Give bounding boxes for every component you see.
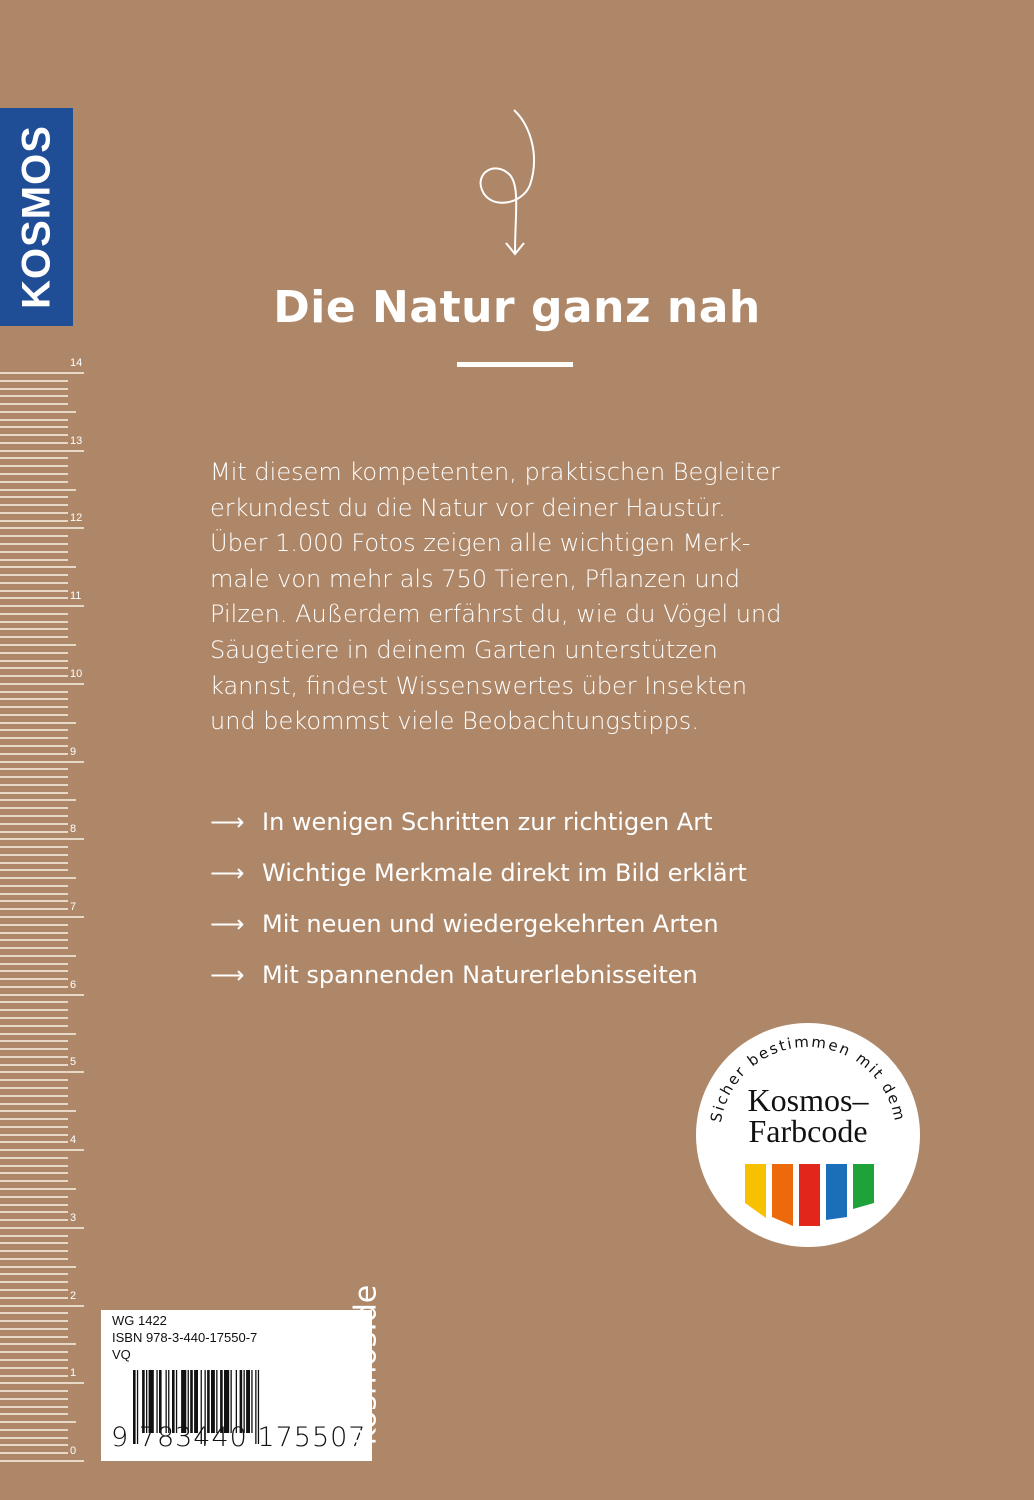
ruler-tick — [0, 784, 68, 786]
ruler-tick — [0, 1328, 68, 1330]
ruler-tick — [0, 1375, 68, 1377]
ruler-tick — [0, 1071, 84, 1073]
ruler-tick — [0, 411, 76, 413]
ruler-tick — [0, 1157, 68, 1159]
description-line: Pilzen. Außerdem erfährst du, wie du Vögel und — [210, 600, 782, 629]
ruler-tick — [0, 520, 68, 522]
ruler-tick — [0, 1118, 68, 1120]
ruler-tick — [0, 1336, 68, 1338]
ruler-tick — [0, 729, 68, 731]
ruler-label: 3 — [70, 1211, 77, 1224]
logo-text: KOSMOS — [14, 125, 58, 309]
ruler-tick — [0, 1429, 68, 1431]
ruler-tick — [0, 1460, 84, 1462]
ruler-label: 8 — [70, 823, 77, 836]
ruler-tick — [0, 1025, 68, 1027]
ruler-tick — [0, 1273, 68, 1275]
ruler-tick — [0, 877, 76, 879]
ruler-tick — [0, 1398, 68, 1400]
ruler-label: 14 — [70, 357, 83, 369]
ruler-tick — [0, 465, 68, 467]
ruler-tick — [0, 372, 84, 374]
ruler-tick — [0, 582, 68, 584]
ruler-tick — [0, 737, 68, 739]
ruler-tick — [0, 1235, 68, 1237]
ruler-label: 1 — [70, 1367, 77, 1380]
ruler-tick — [0, 963, 68, 965]
farbcode-badge — [696, 1023, 920, 1247]
description-line: erkundest du die Natur vor deiner Haustür. — [210, 493, 726, 522]
ruler-label: 0 — [70, 1445, 77, 1457]
ruler-tick — [0, 1033, 76, 1035]
ruler-tick — [0, 504, 68, 506]
ruler-tick — [0, 1343, 76, 1345]
ruler-tick — [0, 597, 68, 599]
ruler-tick — [0, 380, 68, 382]
ruler-tick — [0, 854, 68, 856]
ruler-tick — [0, 395, 68, 397]
ruler-tick — [0, 1227, 84, 1229]
ruler-label: 4 — [70, 1134, 77, 1147]
ruler-tick — [0, 551, 68, 553]
description-line: Säugetiere in deinem Garten unterstützen — [210, 635, 718, 664]
ruler-tick — [0, 1087, 68, 1089]
feature-item — [210, 961, 698, 989]
ruler-tick — [0, 527, 84, 529]
ruler-tick — [0, 994, 84, 996]
ruler-tick — [0, 1219, 68, 1221]
ruler-label: 2 — [70, 1289, 77, 1302]
ruler-tick — [0, 1017, 68, 1019]
ruler-tick — [0, 535, 68, 537]
ruler-tick — [0, 768, 68, 770]
ruler-tick — [0, 1421, 76, 1423]
ruler-tick — [0, 947, 68, 949]
ruler-tick — [0, 1165, 68, 1167]
ruler-tick — [0, 691, 68, 693]
ruler-tick — [0, 1452, 68, 1454]
ruler-tick — [0, 1180, 68, 1182]
ruler-tick — [0, 753, 68, 755]
ruler-tick — [0, 1305, 84, 1307]
description-line: Mit diesem kompetenten, praktischen Begleiter — [210, 458, 780, 486]
description-line: male von mehr als 750 Tieren, Pflanzen und — [210, 564, 740, 593]
ruler-label: 5 — [70, 1056, 77, 1069]
isbn: ISBN 978-3-440-17550-7 — [112, 1330, 258, 1345]
ruler-tick — [0, 846, 68, 848]
ruler-tick — [0, 1188, 76, 1190]
ruler-tick — [0, 1320, 68, 1322]
website-text: kosmos.de — [348, 1284, 384, 1446]
ruler-tick — [0, 512, 68, 514]
ruler-tick — [0, 885, 68, 887]
ruler-tick — [0, 683, 84, 685]
ruler-label: 9 — [70, 745, 77, 758]
ruler-tick — [0, 792, 68, 794]
ruler-tick — [0, 1351, 68, 1353]
ruler-tick — [0, 481, 68, 483]
ruler-tick — [0, 489, 76, 491]
ruler-tick — [0, 1266, 76, 1268]
ruler-tick — [0, 1413, 68, 1415]
ruler-tick — [0, 807, 68, 809]
arrow-right-icon: ⟶ — [210, 961, 245, 989]
ruler-label: 7 — [70, 901, 77, 913]
ruler-tick — [0, 1211, 68, 1213]
ruler-tick — [0, 1242, 68, 1244]
ruler-tick — [0, 900, 68, 902]
arrow-right-icon: ⟶ — [210, 910, 245, 938]
ruler-tick — [0, 1134, 68, 1136]
ruler-tick — [0, 1359, 68, 1361]
ruler-tick — [0, 1382, 84, 1384]
feature-text: Wichtige Merkmale direkt im Bild erklärt — [262, 859, 747, 887]
feature-text: Mit neuen und wiedergekehrten Arten — [262, 910, 719, 938]
ruler-tick — [0, 761, 84, 763]
ruler-tick — [0, 1289, 68, 1291]
ruler-tick — [0, 675, 68, 677]
feature-item — [210, 859, 747, 887]
ruler-tick — [0, 924, 68, 926]
ruler-tick — [0, 1056, 68, 1058]
ruler-tick — [0, 1390, 68, 1392]
ruler-tick — [0, 698, 68, 700]
ruler-tick — [0, 1444, 68, 1446]
ruler-tick — [0, 1110, 76, 1112]
ruler-tick — [0, 869, 68, 871]
ruler-label: 12 — [70, 512, 83, 525]
description-line: kannst, findest Wissenswertes über Insekten — [210, 671, 748, 700]
color-stripe — [826, 1164, 847, 1220]
badge-title-line: Kosmos– — [747, 1082, 869, 1118]
ruler-tick — [0, 1048, 68, 1050]
barcode-label — [101, 1310, 372, 1461]
ruler-tick — [0, 799, 76, 801]
ruler-tick — [0, 1437, 68, 1439]
ruler-tick — [0, 745, 68, 747]
ruler-tick — [0, 660, 68, 662]
ruler-tick — [0, 1141, 68, 1143]
ruler-tick — [0, 652, 68, 654]
ruler-tick — [0, 442, 68, 444]
ruler-tick — [0, 955, 76, 957]
ruler-label: 13 — [70, 434, 83, 447]
ruler-tick — [0, 388, 68, 390]
description-line: Über 1.000 Fotos zeigen alle wichtigen Merk- — [210, 529, 751, 558]
ruler-tick — [0, 1250, 68, 1252]
ruler-tick — [0, 473, 68, 475]
ruler-tick — [0, 543, 68, 545]
ruler-tick — [0, 714, 68, 716]
ruler-tick — [0, 419, 68, 421]
ruler-tick — [0, 1064, 68, 1066]
ruler-tick — [0, 426, 68, 428]
ruler-label: 10 — [70, 667, 83, 680]
ruler-tick — [0, 823, 68, 825]
ruler-tick — [0, 862, 68, 864]
badge-title-line: Farbcode — [748, 1113, 868, 1149]
ruler-tick — [0, 496, 68, 498]
title-underline — [457, 362, 573, 367]
page-title: Die Natur ganz nah — [273, 282, 761, 333]
feature-item — [210, 808, 713, 836]
ruler-tick — [0, 838, 84, 840]
ruler-tick — [0, 815, 68, 817]
ruler-tick — [0, 939, 68, 941]
ruler-tick — [0, 978, 68, 980]
ruler-tick — [0, 574, 68, 576]
ruler-tick — [0, 776, 68, 778]
description — [210, 455, 850, 740]
ruler-tick — [0, 1297, 68, 1299]
wg-number: WG 1422 — [112, 1313, 167, 1328]
swirl-arrow-icon — [470, 105, 550, 260]
ruler-tick — [0, 644, 76, 646]
ruler-label: 11 — [70, 590, 82, 603]
barcode-number: 9 783440 175507 — [111, 1422, 367, 1453]
color-stripe — [745, 1164, 766, 1218]
ruler-tick — [0, 450, 84, 452]
description-line: und bekommst viele Beobachtungstipps. — [210, 707, 699, 736]
feature-item — [210, 910, 719, 938]
ruler-tick — [0, 1103, 68, 1105]
price-code: VQ — [112, 1347, 131, 1362]
ruler-tick — [0, 893, 68, 895]
color-stripe — [772, 1164, 793, 1226]
ruler-tick — [0, 566, 76, 568]
ruler-tick — [0, 1001, 68, 1003]
ruler-tick — [0, 1009, 68, 1011]
ruler-tick — [0, 636, 68, 638]
ruler-tick — [0, 457, 68, 459]
ruler-tick — [0, 831, 68, 833]
ruler-tick — [0, 1149, 84, 1151]
ruler-tick — [0, 1406, 68, 1408]
ruler-tick — [0, 722, 76, 724]
ruler-tick — [0, 1172, 68, 1174]
ruler-tick — [0, 667, 68, 669]
ruler-tick — [0, 590, 68, 592]
badge-arc-text: Sicher bestimmen mit dem — [706, 1032, 910, 1124]
ruler-tick — [0, 916, 84, 918]
ruler-tick — [0, 932, 68, 934]
arrow-right-icon: ⟶ — [210, 859, 245, 887]
ruler-tick — [0, 1312, 68, 1314]
ruler-tick — [0, 559, 68, 561]
ruler-tick — [0, 613, 68, 615]
color-stripes — [696, 1023, 920, 1247]
ruler-tick — [0, 403, 68, 405]
ruler-tick — [0, 1367, 68, 1369]
ruler-tick — [0, 1258, 68, 1260]
ruler-tick — [0, 986, 68, 988]
ruler-tick — [0, 628, 68, 630]
ruler-tick — [0, 970, 68, 972]
ruler-tick — [0, 1281, 68, 1283]
ruler-tick — [0, 706, 68, 708]
ruler-tick — [0, 434, 68, 436]
ruler-tick — [0, 621, 68, 623]
color-stripe — [853, 1164, 874, 1209]
feature-text: Mit spannenden Naturerlebnisseiten — [262, 961, 698, 989]
ruler-tick — [0, 605, 84, 607]
ruler-tick — [0, 1079, 68, 1081]
ruler-tick — [0, 1196, 68, 1198]
feature-text: In wenigen Schritten zur richtigen Art — [262, 808, 713, 836]
ruler-tick — [0, 1040, 68, 1042]
color-stripe — [799, 1164, 820, 1226]
ruler-tick — [0, 1204, 68, 1206]
ruler-label: 6 — [70, 978, 77, 991]
ruler-tick — [0, 1126, 68, 1128]
ruler-tick — [0, 1095, 68, 1097]
ruler-tick — [0, 908, 68, 910]
arrow-right-icon: ⟶ — [210, 808, 245, 836]
